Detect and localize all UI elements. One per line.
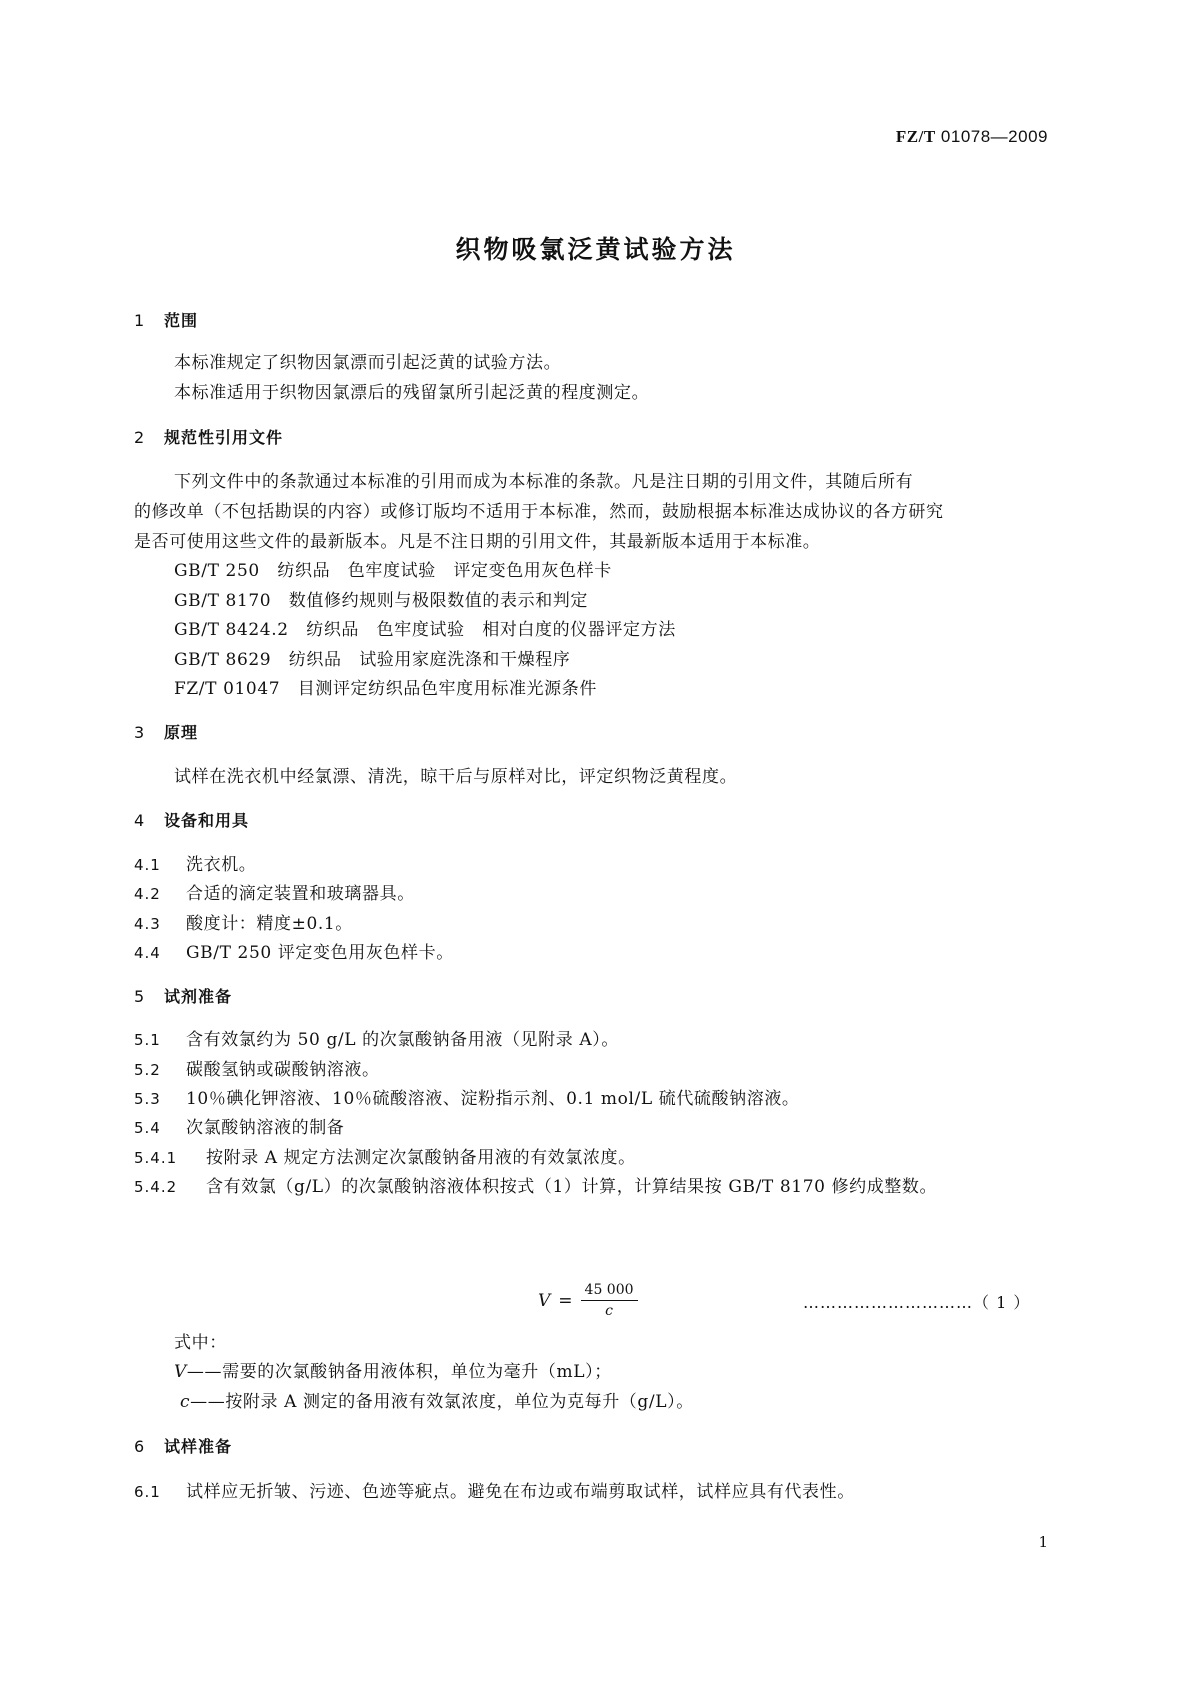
reference-item: GB/T 8424.2 纺织品 色牢度试验 相对白度的仪器评定方法: [174, 620, 676, 640]
clause-item: [134, 938, 454, 963]
clause-number: 5.4.2: [134, 1178, 178, 1196]
clause-item: [134, 1143, 636, 1168]
section-title: 试样准备: [164, 1437, 233, 1456]
clause-text: 含有效氯约为 50 g/L 的次氯酸钠备用液（见附录 A）。: [186, 1030, 619, 1050]
clause-number: 4.1: [134, 856, 161, 874]
clause-item: [134, 1025, 619, 1050]
clause-item: [134, 909, 353, 934]
variable-definition: [174, 1357, 612, 1382]
section-title: 范围: [164, 311, 199, 330]
clause-text: 含有效氯（g/L）的次氯酸钠溶液体积按式（1）计算，计算结果按 GB/T 8170 修约成整数。: [206, 1177, 938, 1197]
section-2-heading: [134, 425, 283, 448]
paragraph: 本标准规定了织物因氯漂而引起泛黄的试验方法。: [174, 353, 562, 373]
clause-item: [134, 1477, 855, 1502]
section-title: 设备和用具: [164, 811, 250, 830]
section-number: 5: [134, 987, 146, 1006]
standard-code-number: 01078—2009: [940, 127, 1048, 146]
clause-text: GB/T 250 评定变色用灰色样卡。: [186, 943, 454, 963]
section-1-heading: [134, 308, 198, 331]
section-number: 4: [134, 811, 146, 830]
clause-text: 试样应无折皱、污迹、色迹等疵点。避免在布边或布端剪取试样，试样应具有代表性。: [186, 1482, 855, 1502]
clause-text: 碳酸氢钠或碳酸钠溶液。: [186, 1060, 380, 1080]
clause-number: 4.3: [134, 915, 161, 933]
formula-lhs: V: [538, 1290, 551, 1311]
formula-fraction: [581, 1282, 638, 1319]
clause-text: 按附录 A 规定方法测定次氯酸钠备用液的有效氯浓度。: [206, 1148, 636, 1168]
section-title: 试剂准备: [164, 987, 233, 1006]
variable-description: ——需要的次氯酸钠备用液体积，单位为毫升（mL）；: [186, 1362, 612, 1382]
page-number: 1: [1038, 1533, 1048, 1551]
clause-item: [134, 850, 256, 875]
reference-item: GB/T 250 纺织品 色牢度试验 评定变色用灰色样卡: [174, 561, 612, 581]
paragraph: 试样在洗衣机中经氯漂、清洗，晾干后与原样对比，评定织物泛黄程度。: [174, 767, 738, 787]
clause-text: 10％碘化钾溶液、10％硫酸溶液、淀粉指示剂、0.1 mol/L 硫代硫酸钠溶液。: [186, 1089, 800, 1109]
paragraph-line: 下列文件中的条款通过本标准的引用而成为本标准的条款。凡是注日期的引用文件，其随后所有: [174, 472, 914, 492]
variable-definition: [180, 1387, 694, 1412]
variable-description: ——按附录 A 测定的备用液有效氯浓度，单位为克每升（g/L）。: [190, 1392, 694, 1412]
clause-number: 5.4: [134, 1119, 161, 1137]
clause-item: [134, 1055, 380, 1080]
clause-text: 洗衣机。: [186, 855, 257, 875]
paragraph-line: 的修改单（不包括勘误的内容）或修订版均不适用于本标准，然而，鼓励根据本标准达成协议的各方研究: [134, 502, 944, 522]
reference-item: FZ/T 01047 目测评定纺织品色牢度用标准光源条件: [174, 679, 597, 699]
section-number: 1: [134, 311, 146, 330]
clause-text: 次氯酸钠溶液的制备: [186, 1118, 345, 1138]
variable-symbol: c: [180, 1392, 191, 1412]
standard-code: [896, 127, 1048, 147]
clause-item: [134, 879, 415, 904]
section-5-heading: [134, 984, 232, 1007]
where-label: 式中：: [174, 1333, 227, 1353]
reference-item: GB/T 8170 数值修约规则与极限数值的表示和判定: [174, 591, 589, 611]
section-6-heading: [134, 1434, 232, 1457]
section-number: 6: [134, 1437, 146, 1456]
formula-equals: =: [558, 1290, 573, 1311]
paragraph-line: 是否可使用这些文件的最新版本。凡是不注日期的引用文件，其最新版本适用于本标准。: [134, 532, 821, 552]
section-3-heading: [134, 720, 198, 743]
document-title: 织物吸氯泛黄试验方法: [455, 235, 736, 264]
clause-number: 4.2: [134, 885, 161, 903]
clause-number: 5.3: [134, 1090, 161, 1108]
clause-number: 5.1: [134, 1031, 161, 1049]
formula-denominator: c: [605, 1303, 613, 1319]
reference-item: GB/T 8629 纺织品 试验用家庭洗涤和干燥程序: [174, 650, 571, 670]
standard-code-prefix: FZ/T: [895, 127, 936, 146]
formula-numerator: 45 000: [581, 1282, 638, 1301]
paragraph: 本标准适用于织物因氯漂后的残留氯所引起泛黄的程度测定。: [174, 383, 650, 403]
clause-text: 合适的滴定装置和玻璃器具。: [186, 884, 415, 904]
clause-number: 5.4.1: [134, 1149, 178, 1167]
clause-item: [134, 1113, 344, 1138]
formula-number: …………………………（ 1 ）: [803, 1293, 1031, 1312]
clause-text: 酸度计：精度±0.1。: [186, 914, 353, 934]
clause-number: 5.2: [134, 1061, 161, 1079]
section-number: 3: [134, 723, 146, 742]
clause-number: 6.1: [134, 1483, 161, 1501]
clause-item: [134, 1172, 937, 1197]
section-4-heading: [134, 808, 249, 831]
section-number: 2: [134, 428, 146, 447]
clause-item: [134, 1084, 800, 1109]
variable-symbol: V: [174, 1362, 187, 1382]
clause-number: 4.4: [134, 944, 161, 962]
section-title: 原理: [164, 723, 199, 742]
section-title: 规范性引用文件: [164, 428, 284, 447]
formula-1: [538, 1282, 638, 1319]
